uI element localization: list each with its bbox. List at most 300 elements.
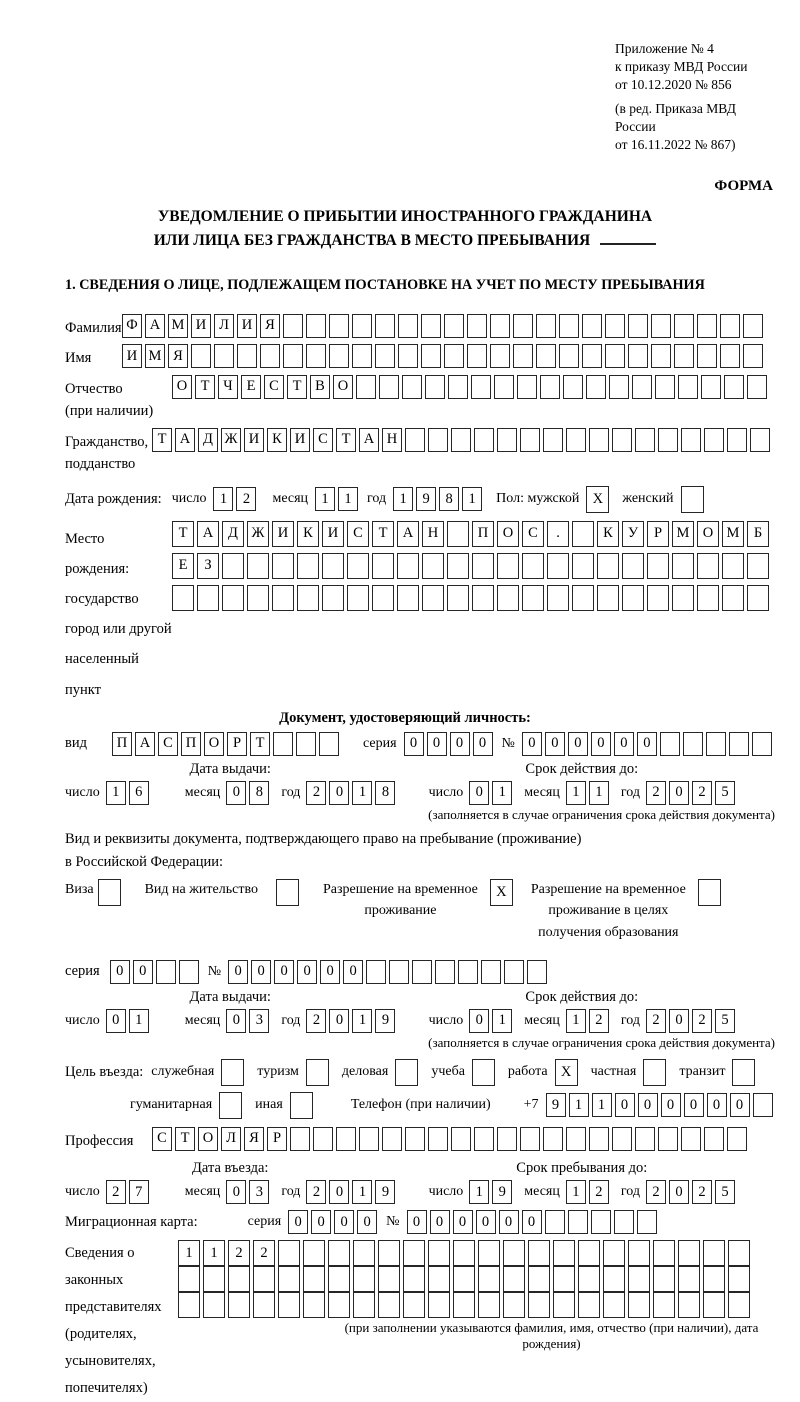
form-cell[interactable]: [572, 585, 594, 611]
form-cell[interactable]: 1: [566, 1180, 586, 1204]
form-cell[interactable]: [674, 344, 694, 368]
form-cell[interactable]: [467, 314, 487, 338]
form-cell[interactable]: [651, 344, 671, 368]
form-cell[interactable]: С: [347, 521, 369, 547]
form-cell[interactable]: 0: [297, 960, 317, 984]
form-cell[interactable]: [720, 344, 740, 368]
form-cell[interactable]: 2: [253, 1240, 275, 1266]
form-cell[interactable]: [347, 585, 369, 611]
form-cell[interactable]: [453, 1292, 475, 1318]
form-cell[interactable]: О: [204, 732, 224, 756]
form-cell[interactable]: [582, 344, 602, 368]
form-cell[interactable]: 0: [329, 1180, 349, 1204]
form-cell[interactable]: [172, 585, 194, 611]
form-cell[interactable]: О: [497, 521, 519, 547]
form-cell[interactable]: [472, 585, 494, 611]
form-cell[interactable]: [273, 732, 293, 756]
form-cell[interactable]: М: [672, 521, 694, 547]
form-cell[interactable]: [336, 1127, 356, 1151]
form-cell[interactable]: [728, 1266, 750, 1292]
form-cell[interactable]: И: [191, 314, 211, 338]
form-cell[interactable]: [347, 553, 369, 579]
form-cell[interactable]: [635, 1127, 655, 1151]
form-cell[interactable]: [572, 521, 594, 547]
form-cell[interactable]: Т: [195, 375, 215, 399]
form-cell[interactable]: [727, 428, 747, 452]
form-cell[interactable]: [448, 375, 468, 399]
form-cell[interactable]: С: [152, 1127, 172, 1151]
form-cell[interactable]: 0: [357, 1210, 377, 1234]
form-cell[interactable]: [474, 428, 494, 452]
form-cell[interactable]: 1: [492, 1009, 512, 1033]
form-cell[interactable]: 0: [669, 781, 689, 805]
form-cell[interactable]: [303, 1240, 325, 1266]
form-cell[interactable]: [614, 1210, 634, 1234]
form-cell[interactable]: 0: [110, 960, 130, 984]
form-cell[interactable]: П: [181, 732, 201, 756]
form-cell[interactable]: [704, 428, 724, 452]
form-cell[interactable]: 2: [236, 487, 256, 511]
form-cell[interactable]: [228, 1292, 250, 1318]
form-cell[interactable]: Ф: [122, 314, 142, 338]
form-cell[interactable]: 0: [226, 1009, 246, 1033]
form-cell[interactable]: X: [555, 1059, 578, 1086]
form-cell[interactable]: [222, 553, 244, 579]
form-cell[interactable]: [352, 314, 372, 338]
form-cell[interactable]: [683, 732, 703, 756]
form-cell[interactable]: [743, 344, 763, 368]
form-cell[interactable]: Е: [241, 375, 261, 399]
form-cell[interactable]: [513, 344, 533, 368]
form-cell[interactable]: [191, 344, 211, 368]
form-cell[interactable]: 1: [566, 1009, 586, 1033]
form-cell[interactable]: З: [197, 553, 219, 579]
form-cell[interactable]: 0: [251, 960, 271, 984]
form-cell[interactable]: М: [145, 344, 165, 368]
form-cell[interactable]: 1: [492, 781, 512, 805]
form-cell[interactable]: А: [135, 732, 155, 756]
form-cell[interactable]: [197, 585, 219, 611]
form-cell[interactable]: [405, 1127, 425, 1151]
form-cell[interactable]: Р: [647, 521, 669, 547]
form-cell[interactable]: 9: [416, 487, 436, 511]
form-cell[interactable]: 2: [228, 1240, 250, 1266]
form-cell[interactable]: [752, 732, 772, 756]
form-cell[interactable]: М: [722, 521, 744, 547]
form-cell[interactable]: [425, 375, 445, 399]
edu-residence-permit-checkbox[interactable]: [698, 879, 721, 906]
form-cell[interactable]: 0: [614, 732, 634, 756]
form-cell[interactable]: 0: [638, 1093, 658, 1117]
form-cell[interactable]: [729, 732, 749, 756]
form-cell[interactable]: [559, 314, 579, 338]
form-cell[interactable]: Ж: [247, 521, 269, 547]
form-cell[interactable]: [543, 428, 563, 452]
form-cell[interactable]: [605, 314, 625, 338]
form-cell[interactable]: 1: [566, 781, 586, 805]
visa-checkbox[interactable]: [98, 879, 121, 906]
form-cell[interactable]: 5: [715, 1009, 735, 1033]
form-cell[interactable]: 3: [249, 1180, 269, 1204]
form-cell[interactable]: [297, 553, 319, 579]
form-cell[interactable]: [559, 344, 579, 368]
form-cell[interactable]: Б: [747, 521, 769, 547]
form-cell[interactable]: [278, 1266, 300, 1292]
form-cell[interactable]: [672, 553, 694, 579]
form-cell[interactable]: [322, 585, 344, 611]
form-cell[interactable]: 0: [329, 781, 349, 805]
form-cell[interactable]: [403, 1266, 425, 1292]
form-cell[interactable]: [366, 960, 386, 984]
form-cell[interactable]: [428, 428, 448, 452]
form-cell[interactable]: С: [158, 732, 178, 756]
form-cell[interactable]: 0: [320, 960, 340, 984]
form-cell[interactable]: [296, 732, 316, 756]
form-cell[interactable]: [379, 375, 399, 399]
form-cell[interactable]: [703, 1266, 725, 1292]
form-cell[interactable]: Д: [222, 521, 244, 547]
form-cell[interactable]: [467, 344, 487, 368]
form-cell[interactable]: Е: [172, 553, 194, 579]
form-cell[interactable]: 1: [213, 487, 233, 511]
form-cell[interactable]: [398, 314, 418, 338]
form-cell[interactable]: [247, 585, 269, 611]
form-cell[interactable]: [378, 1240, 400, 1266]
form-cell[interactable]: [179, 960, 199, 984]
form-cell[interactable]: [359, 1127, 379, 1151]
form-cell[interactable]: [403, 1240, 425, 1266]
form-cell[interactable]: 1: [352, 1009, 372, 1033]
form-cell[interactable]: [490, 314, 510, 338]
form-cell[interactable]: [278, 1292, 300, 1318]
form-cell[interactable]: [747, 553, 769, 579]
form-cell[interactable]: 0: [522, 732, 542, 756]
form-cell[interactable]: 1: [315, 487, 335, 511]
form-cell[interactable]: [322, 553, 344, 579]
form-cell[interactable]: [328, 1240, 350, 1266]
form-cell[interactable]: Я: [168, 344, 188, 368]
form-cell[interactable]: [753, 1093, 773, 1117]
form-cell[interactable]: [628, 1266, 650, 1292]
form-cell[interactable]: [672, 585, 694, 611]
form-cell[interactable]: [203, 1292, 225, 1318]
form-cell[interactable]: 9: [546, 1093, 566, 1117]
form-cell[interactable]: О: [172, 375, 192, 399]
form-cell[interactable]: [681, 486, 704, 513]
form-cell[interactable]: Т: [372, 521, 394, 547]
form-cell[interactable]: [435, 960, 455, 984]
form-cell[interactable]: [444, 314, 464, 338]
form-cell[interactable]: 7: [129, 1180, 149, 1204]
form-cell[interactable]: [747, 585, 769, 611]
form-cell[interactable]: [527, 960, 547, 984]
purpose-humanitarian-checkbox[interactable]: [219, 1092, 242, 1119]
form-cell[interactable]: 0: [226, 781, 246, 805]
form-cell[interactable]: [471, 375, 491, 399]
form-cell[interactable]: [722, 553, 744, 579]
form-cell[interactable]: К: [297, 521, 319, 547]
form-cell[interactable]: Я: [260, 314, 280, 338]
form-cell[interactable]: [681, 428, 701, 452]
form-cell[interactable]: X: [586, 486, 609, 513]
form-cell[interactable]: [728, 1292, 750, 1318]
form-cell[interactable]: О: [697, 521, 719, 547]
form-cell[interactable]: [276, 879, 299, 906]
form-cell[interactable]: [453, 1240, 475, 1266]
form-cell[interactable]: [372, 585, 394, 611]
purpose-study-checkbox[interactable]: [472, 1059, 495, 1086]
form-cell[interactable]: [706, 732, 726, 756]
form-cell[interactable]: [553, 1292, 575, 1318]
form-cell[interactable]: [553, 1266, 575, 1292]
form-cell[interactable]: [352, 344, 372, 368]
form-cell[interactable]: [589, 1127, 609, 1151]
form-cell[interactable]: 1: [462, 487, 482, 511]
form-cell[interactable]: 1: [592, 1093, 612, 1117]
form-cell[interactable]: [405, 428, 425, 452]
form-cell[interactable]: [490, 344, 510, 368]
form-cell[interactable]: И: [237, 314, 257, 338]
form-cell[interactable]: 0: [343, 960, 363, 984]
form-cell[interactable]: [306, 344, 326, 368]
form-cell[interactable]: [497, 585, 519, 611]
form-cell[interactable]: [547, 553, 569, 579]
form-cell[interactable]: [228, 1266, 250, 1292]
form-cell[interactable]: [632, 375, 652, 399]
form-cell[interactable]: [732, 1059, 755, 1086]
form-cell[interactable]: [290, 1127, 310, 1151]
form-cell[interactable]: Я: [244, 1127, 264, 1151]
form-cell[interactable]: [353, 1292, 375, 1318]
form-cell[interactable]: [382, 1127, 402, 1151]
form-cell[interactable]: И: [122, 344, 142, 368]
form-cell[interactable]: [586, 375, 606, 399]
form-cell[interactable]: [637, 1210, 657, 1234]
form-cell[interactable]: С: [264, 375, 284, 399]
form-cell[interactable]: П: [472, 521, 494, 547]
form-cell[interactable]: [697, 314, 717, 338]
form-cell[interactable]: И: [322, 521, 344, 547]
form-cell[interactable]: 0: [661, 1093, 681, 1117]
form-cell[interactable]: 0: [730, 1093, 750, 1117]
form-cell[interactable]: [697, 585, 719, 611]
form-cell[interactable]: [701, 375, 721, 399]
purpose-work-checkbox[interactable]: [555, 1059, 578, 1086]
form-cell[interactable]: 0: [450, 732, 470, 756]
form-cell[interactable]: [513, 314, 533, 338]
purpose-other-checkbox[interactable]: [290, 1092, 313, 1119]
form-cell[interactable]: 0: [684, 1093, 704, 1117]
form-cell[interactable]: 1: [338, 487, 358, 511]
form-cell[interactable]: А: [359, 428, 379, 452]
form-cell[interactable]: Ж: [221, 428, 241, 452]
form-cell[interactable]: [703, 1292, 725, 1318]
form-cell[interactable]: [497, 428, 517, 452]
form-cell[interactable]: [356, 375, 376, 399]
form-cell[interactable]: [283, 344, 303, 368]
form-cell[interactable]: 9: [375, 1009, 395, 1033]
form-cell[interactable]: 0: [707, 1093, 727, 1117]
form-cell[interactable]: [421, 314, 441, 338]
form-cell[interactable]: [375, 344, 395, 368]
form-cell[interactable]: 8: [249, 781, 269, 805]
form-cell[interactable]: [720, 314, 740, 338]
form-cell[interactable]: С: [313, 428, 333, 452]
form-cell[interactable]: .: [547, 521, 569, 547]
form-cell[interactable]: [503, 1240, 525, 1266]
form-cell[interactable]: 9: [375, 1180, 395, 1204]
form-cell[interactable]: 1: [352, 781, 372, 805]
form-cell[interactable]: [743, 314, 763, 338]
form-cell[interactable]: 9: [492, 1180, 512, 1204]
form-cell[interactable]: Д: [198, 428, 218, 452]
form-cell[interactable]: [609, 375, 629, 399]
form-cell[interactable]: [566, 428, 586, 452]
form-cell[interactable]: 2: [646, 781, 666, 805]
form-cell[interactable]: [329, 344, 349, 368]
form-cell[interactable]: [578, 1292, 600, 1318]
form-cell[interactable]: [428, 1240, 450, 1266]
form-cell[interactable]: [724, 375, 744, 399]
form-cell[interactable]: 0: [226, 1180, 246, 1204]
form-cell[interactable]: [536, 314, 556, 338]
form-cell[interactable]: [628, 1240, 650, 1266]
form-cell[interactable]: [98, 879, 121, 906]
purpose-tourism-checkbox[interactable]: [306, 1059, 329, 1086]
form-cell[interactable]: [628, 344, 648, 368]
form-cell[interactable]: [605, 344, 625, 368]
form-cell[interactable]: Р: [227, 732, 247, 756]
form-cell[interactable]: С: [522, 521, 544, 547]
form-cell[interactable]: [283, 314, 303, 338]
form-cell[interactable]: 2: [692, 1009, 712, 1033]
form-cell[interactable]: [528, 1266, 550, 1292]
purpose-official-checkbox[interactable]: [221, 1059, 244, 1086]
sex-female-checkbox[interactable]: [681, 486, 704, 513]
form-cell[interactable]: [697, 553, 719, 579]
residence-permit-checkbox[interactable]: [276, 879, 299, 906]
form-cell[interactable]: [260, 344, 280, 368]
form-cell[interactable]: [395, 1059, 418, 1086]
form-cell[interactable]: 1: [106, 781, 126, 805]
form-cell[interactable]: 0: [615, 1093, 635, 1117]
form-cell[interactable]: [643, 1059, 666, 1086]
form-cell[interactable]: [219, 1092, 242, 1119]
form-cell[interactable]: [313, 1127, 333, 1151]
purpose-business-checkbox[interactable]: [395, 1059, 418, 1086]
form-cell[interactable]: [522, 585, 544, 611]
form-cell[interactable]: [478, 1266, 500, 1292]
form-cell[interactable]: 1: [569, 1093, 589, 1117]
form-cell[interactable]: 2: [589, 1009, 609, 1033]
form-cell[interactable]: [474, 1127, 494, 1151]
form-cell[interactable]: А: [197, 521, 219, 547]
form-cell[interactable]: [453, 1266, 475, 1292]
form-cell[interactable]: Н: [422, 521, 444, 547]
form-cell[interactable]: [678, 1266, 700, 1292]
form-cell[interactable]: И: [244, 428, 264, 452]
purpose-private-checkbox[interactable]: [643, 1059, 666, 1086]
form-cell[interactable]: 0: [669, 1009, 689, 1033]
form-cell[interactable]: [328, 1292, 350, 1318]
form-cell[interactable]: 2: [589, 1180, 609, 1204]
form-cell[interactable]: 1: [178, 1240, 200, 1266]
form-cell[interactable]: [547, 585, 569, 611]
form-cell[interactable]: [520, 428, 540, 452]
form-cell[interactable]: [378, 1266, 400, 1292]
form-cell[interactable]: 1: [203, 1240, 225, 1266]
form-cell[interactable]: У: [622, 521, 644, 547]
form-cell[interactable]: [422, 553, 444, 579]
form-cell[interactable]: [402, 375, 422, 399]
form-cell[interactable]: [297, 585, 319, 611]
form-cell[interactable]: [658, 1127, 678, 1151]
form-cell[interactable]: [597, 585, 619, 611]
form-cell[interactable]: 1: [393, 487, 413, 511]
form-cell[interactable]: [540, 375, 560, 399]
temp-residence-permit-checkbox[interactable]: [490, 879, 513, 906]
form-cell[interactable]: [566, 1127, 586, 1151]
purpose-transit-checkbox[interactable]: [732, 1059, 755, 1086]
form-cell[interactable]: [494, 375, 514, 399]
form-cell[interactable]: [403, 1292, 425, 1318]
form-cell[interactable]: [678, 1240, 700, 1266]
form-cell[interactable]: [481, 960, 501, 984]
form-cell[interactable]: [303, 1266, 325, 1292]
form-cell[interactable]: [728, 1240, 750, 1266]
form-cell[interactable]: 0: [453, 1210, 473, 1234]
form-cell[interactable]: [421, 344, 441, 368]
form-cell[interactable]: А: [175, 428, 195, 452]
form-cell[interactable]: 1: [589, 781, 609, 805]
form-cell[interactable]: [237, 344, 257, 368]
form-cell[interactable]: 0: [637, 732, 657, 756]
form-cell[interactable]: [306, 1059, 329, 1086]
form-cell[interactable]: 0: [476, 1210, 496, 1234]
form-cell[interactable]: П: [112, 732, 132, 756]
form-cell[interactable]: И: [272, 521, 294, 547]
form-cell[interactable]: [497, 553, 519, 579]
form-cell[interactable]: [253, 1266, 275, 1292]
form-cell[interactable]: [628, 314, 648, 338]
form-cell[interactable]: [572, 553, 594, 579]
form-cell[interactable]: [603, 1292, 625, 1318]
form-cell[interactable]: 8: [375, 781, 395, 805]
form-cell[interactable]: [653, 1240, 675, 1266]
form-cell[interactable]: 0: [274, 960, 294, 984]
form-cell[interactable]: [628, 1292, 650, 1318]
form-cell[interactable]: О: [333, 375, 353, 399]
form-cell[interactable]: 2: [646, 1009, 666, 1033]
form-cell[interactable]: [353, 1240, 375, 1266]
form-cell[interactable]: [412, 960, 432, 984]
form-cell[interactable]: [647, 553, 669, 579]
form-cell[interactable]: [472, 1059, 495, 1086]
form-cell[interactable]: Н: [382, 428, 402, 452]
form-cell[interactable]: Р: [267, 1127, 287, 1151]
form-cell[interactable]: 0: [311, 1210, 331, 1234]
form-cell[interactable]: [451, 1127, 471, 1151]
form-cell[interactable]: [503, 1266, 525, 1292]
form-cell[interactable]: 0: [334, 1210, 354, 1234]
form-cell[interactable]: [681, 1127, 701, 1151]
form-cell[interactable]: X: [490, 879, 513, 906]
form-cell[interactable]: 0: [473, 732, 493, 756]
form-cell[interactable]: [178, 1292, 200, 1318]
form-cell[interactable]: Л: [221, 1127, 241, 1151]
form-cell[interactable]: 2: [646, 1180, 666, 1204]
form-cell[interactable]: [528, 1240, 550, 1266]
